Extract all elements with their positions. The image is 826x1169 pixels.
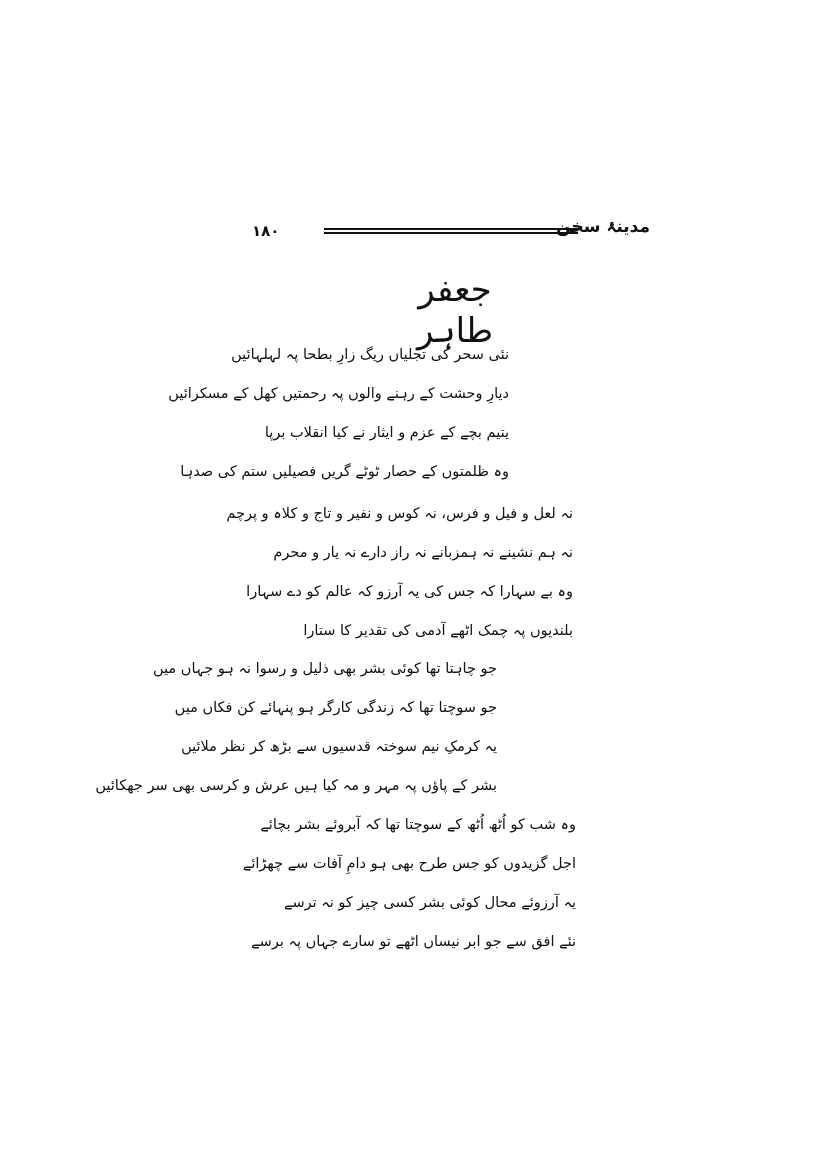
verse-line: نئے افق سے جو ابر نیساں اٹھے تو سارے جہاں پہ برسے: [251, 934, 576, 950]
verse-line: دیارِ وحشت کے رہنے والوں پہ رحمتیں کھل کے مسکرائیں: [168, 386, 509, 402]
verse-line: اجل گزیدوں کو جس طرح بھی ہو دامِ آفات سے چھڑائے: [242, 856, 576, 872]
stanza-1: [168, 344, 509, 500]
verse-line: بشر کے پاؤں پہ مہر و مہ کیا ہیں عرش و کرسی بھی سر جھکائیں: [95, 778, 497, 794]
stanza-4: [242, 814, 576, 970]
verse-line: بلندیوں پہ چمک اٹھے آدمی کی تقدیر کا ستارا: [303, 623, 573, 639]
verse-line: جو سوچتا تھا کہ زندگی کارگر ہو پنہائے کن فکاں میں: [174, 700, 497, 716]
verse-line: نئی سحر کی تجلیاں ریگ زارِ بطحا پہ لہلہائیں: [231, 347, 509, 363]
book-title: مدینۂ سخن: [556, 217, 650, 237]
verse-line: وہ شب کو اُٹھ اُٹھ کے سوچتا تھا کہ آبروئے بشر بچائے: [260, 817, 576, 833]
verse-line: یہ کرمکِ نیم سوختہ قدسیوں سے بڑھ کر نظر ملائیں: [181, 739, 497, 755]
stanza-3: [95, 658, 497, 814]
verse-line: یتیم بچے کے عزم و ایثار نے کیا انقلاب برپا: [264, 425, 509, 441]
page-header: [250, 212, 650, 252]
verse-line: وہ بے سہارا کہ جس کی یہ آرزو کہ عالم کو دے سہارا: [246, 584, 573, 600]
page-number: ۱۸۰: [252, 222, 280, 240]
header-rule-lower: [324, 233, 578, 234]
verse-line: نہ لعل و فیل و فرس، نہ کوس و نفیر و تاج و کلاہ و پرچم: [226, 506, 573, 522]
verse-line: نہ ہم نشینے نہ ہمزبانے نہ راز دارے نہ یار و محرم: [273, 545, 573, 561]
verse-line: یہ آرزوئے محال کوئی بشر کسی چیز کو نہ ترسے: [283, 895, 576, 911]
verse-line: جو چاہتا تھا کوئی بشر بھی ذلیل و رسوا نہ ہو جہاں میں: [153, 661, 497, 677]
poet-name: جعفر طاہر: [416, 270, 494, 351]
verse-line: وہ ظلمتوں کے حصار ٹوٹے گریں فصیلیں ستم کی صدہا: [180, 464, 509, 480]
stanza-2: [223, 503, 573, 659]
